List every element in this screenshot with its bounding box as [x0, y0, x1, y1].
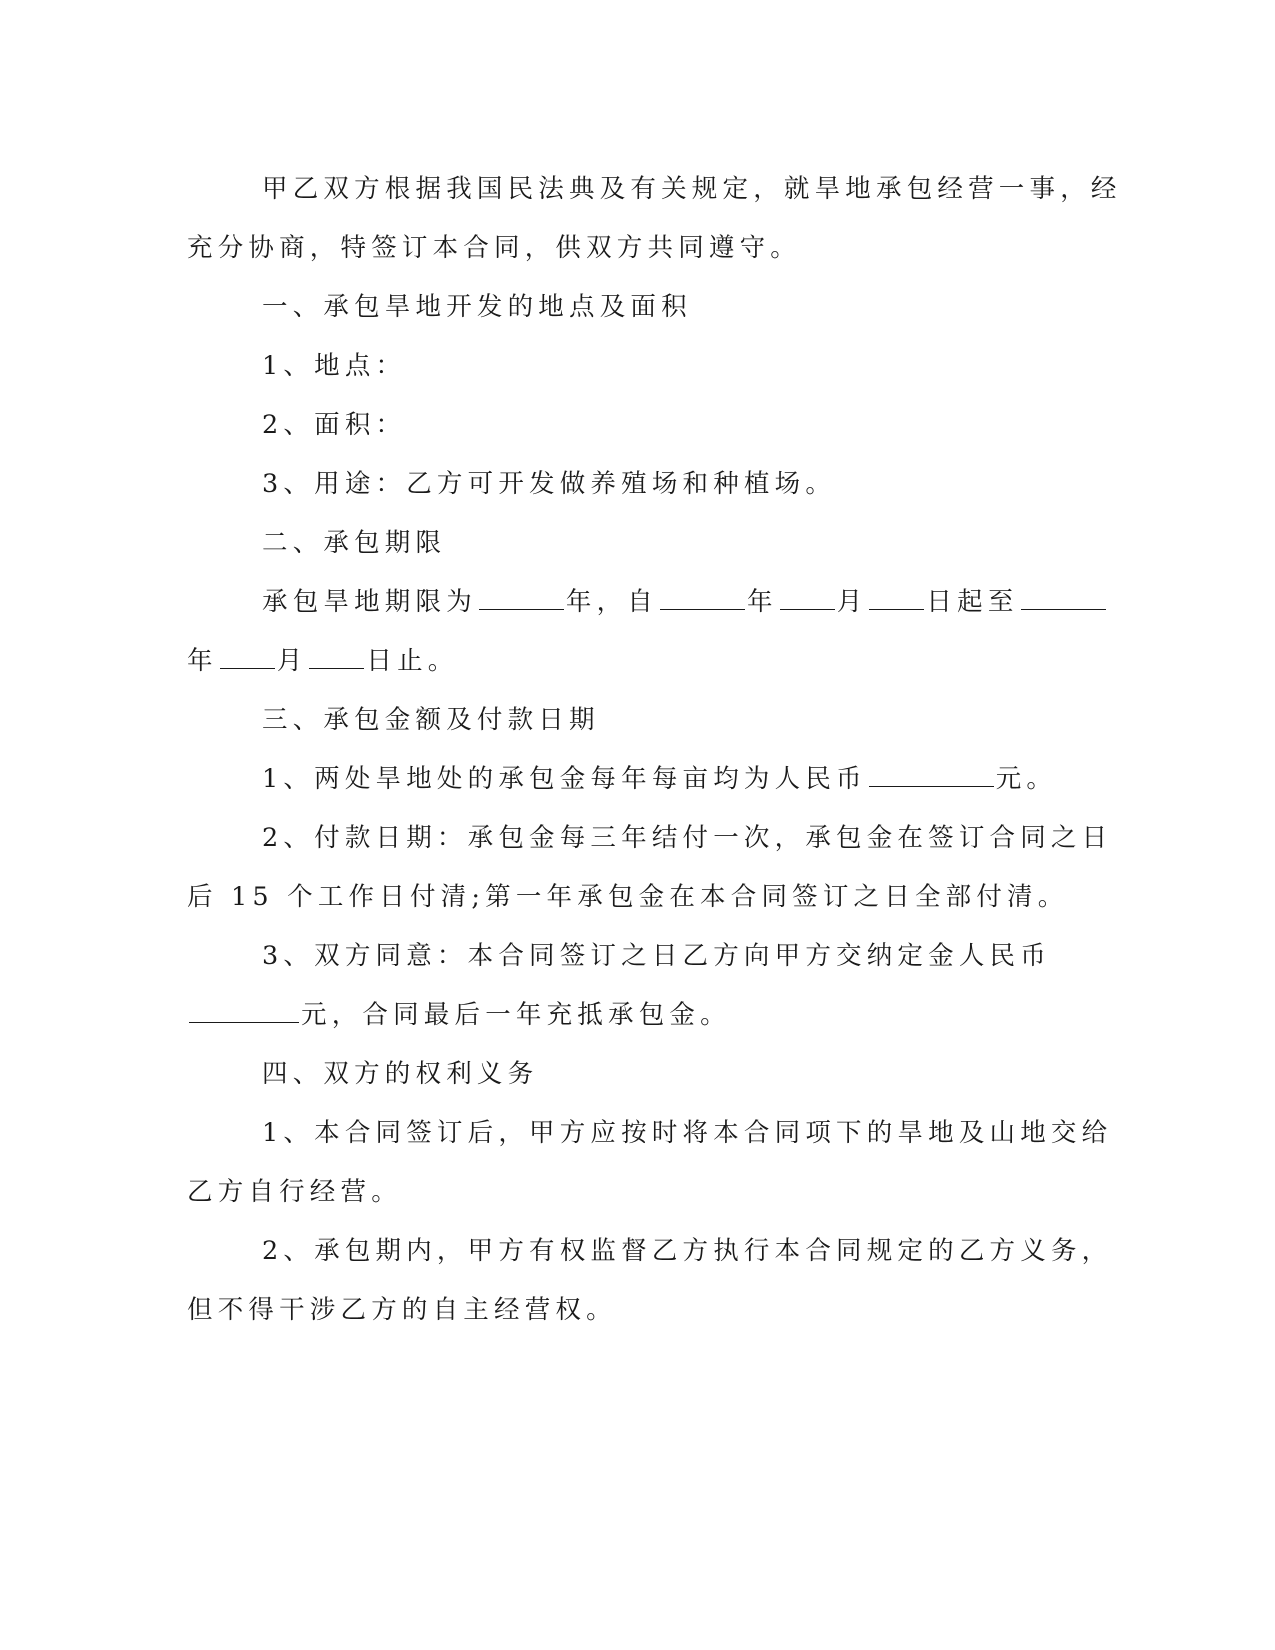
- section2-term-line2: [187, 632, 1067, 691]
- term-years-blank: [479, 587, 564, 610]
- term-text-e: 日起至: [926, 587, 1019, 617]
- section4-item1-line1: 1、本合同签订后，甲方应按时将本合同项下的旱地及山地交给: [262, 1118, 1113, 1148]
- intro-paragraph-line1: 甲乙双方根据我国民法典及有关规定，就旱地承包经营一事，经: [262, 174, 1122, 204]
- term-text-f: 年: [187, 646, 218, 676]
- end-day-blank: [309, 646, 364, 669]
- section3-heading: 三、承包金额及付款日期: [262, 705, 600, 735]
- section4-item2-line1: 2、承包期内，甲方有权监督乙方执行本合同规定的乙方义务，: [262, 1236, 1113, 1266]
- term-text-b: 年，自: [565, 587, 659, 617]
- section4-heading: 四、双方的权利义务: [262, 1059, 539, 1089]
- section2-term-line1: [187, 573, 1067, 632]
- deposit-text: 元，合同最后一年充抵承包金。: [301, 1000, 731, 1030]
- start-month-blank: [780, 587, 835, 610]
- fee-text-a: 1、两处旱地处的承包金每年每亩均为人民币: [262, 764, 867, 794]
- section3-item-fee: [187, 750, 1067, 809]
- term-text-d: 月: [836, 587, 868, 617]
- end-month-blank: [220, 646, 275, 669]
- section3-item-deposit-line1: 3、双方同意：本合同签订之日乙方向甲方交纳定金人民币: [262, 941, 1051, 971]
- section1-item-usage: 3、用途：乙方可开发做养殖场和种植场。: [262, 469, 837, 499]
- section3-item-payment-line1: 2、付款日期：承包金每三年结付一次，承包金在签订合同之日: [262, 823, 1113, 853]
- term-text-g: 月: [276, 646, 308, 676]
- term-text-c: 年: [747, 587, 778, 617]
- fee-text-b: 元。: [995, 764, 1058, 794]
- start-year-blank: [660, 587, 745, 610]
- start-day-blank: [869, 587, 924, 610]
- fee-amount-blank: [869, 764, 994, 787]
- section4-item2-line2: 但不得干涉乙方的自主经营权。: [187, 1295, 617, 1325]
- section4-item1-line2: 乙方自行经营。: [187, 1177, 402, 1207]
- section1-item-location: 1、地点：: [262, 351, 407, 381]
- section3-item-payment-line2: 后 15 个工作日付清;第一年承包金在本合同签订之日全部付清。: [187, 882, 1069, 912]
- intro-paragraph-line2: 充分协商，特签订本合同，供双方共同遵守。: [187, 233, 802, 263]
- section3-item-deposit-line2: [187, 986, 1067, 1045]
- section1-item-area: 2、面积：: [262, 410, 407, 440]
- section1-heading: 一、承包旱地开发的地点及面积: [262, 292, 692, 322]
- section2-heading: 二、承包期限: [262, 528, 447, 558]
- term-text-h: 日止。: [366, 646, 459, 676]
- term-text-a: 承包旱地期限为: [262, 587, 477, 617]
- end-year-blank: [1021, 587, 1106, 610]
- deposit-amount-blank: [189, 1000, 299, 1023]
- document-body: [187, 160, 1122, 1340]
